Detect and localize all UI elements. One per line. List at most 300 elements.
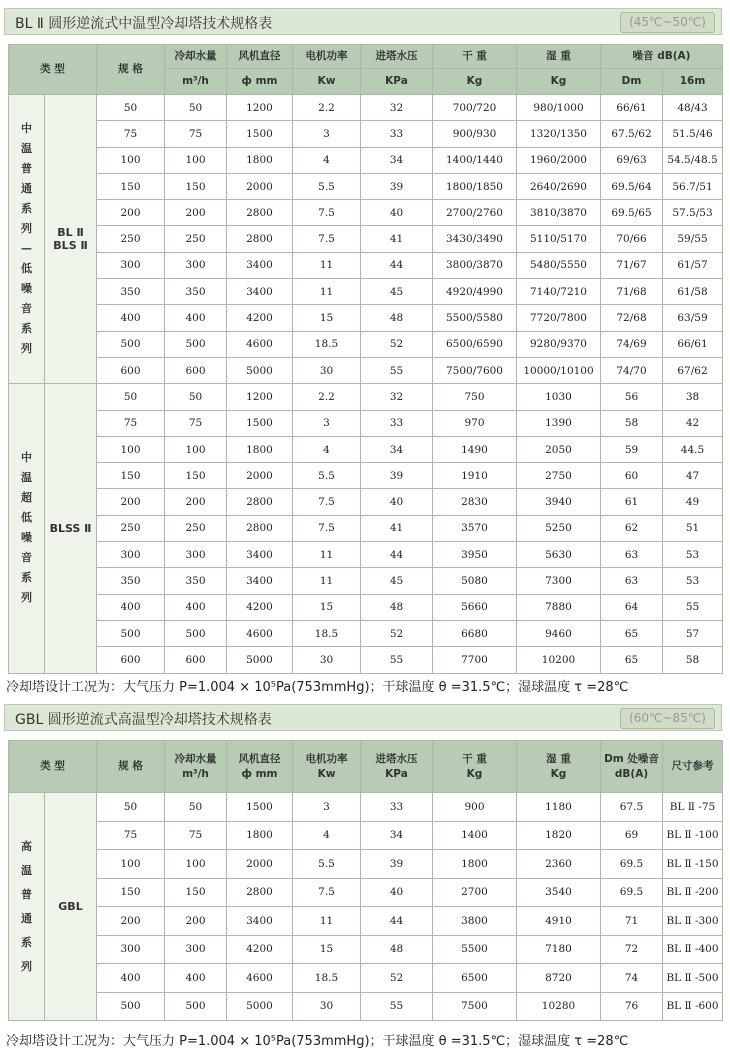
table-cell: 3 xyxy=(293,121,361,147)
table-cell: 44 xyxy=(361,907,433,936)
table-cell: 66/61 xyxy=(601,95,663,121)
table-row xyxy=(9,647,723,673)
t2-header-dry-label: 干 重 xyxy=(462,752,487,765)
table-cell: 9280/9370 xyxy=(517,331,601,357)
table-cell: 58 xyxy=(663,647,723,673)
table-row xyxy=(9,793,723,822)
t2-header-flow-unit: m³/h xyxy=(182,767,209,780)
table-row xyxy=(9,878,723,907)
table-cell: 75 xyxy=(97,121,165,147)
table-cell: 51.5/46 xyxy=(663,121,723,147)
table-cell: 1200 xyxy=(227,384,293,410)
table-cell: 41 xyxy=(361,226,433,252)
table2-design-note: 冷却塔设计工况为：大气压力 P=1.004 × 10⁵Pa(753mmHg)；干球温度 θ =31.5℃；湿球温度 τ =28℃ xyxy=(6,1034,629,1049)
table-cell: 44 xyxy=(361,252,433,278)
t2-header-wet-unit: Kg xyxy=(550,767,567,780)
table-cell: 1180 xyxy=(517,793,601,822)
table-cell: BL Ⅱ -75 xyxy=(663,793,723,822)
table-cell: 3810/3870 xyxy=(517,200,601,226)
table2-title: GBL 圆形逆流式高温型冷却塔技术规格表 xyxy=(15,712,272,728)
table-cell: 1800 xyxy=(433,850,517,879)
table-cell: 7180 xyxy=(517,935,601,964)
table-cell: 1030 xyxy=(517,384,601,410)
table-cell: 72 xyxy=(601,935,663,964)
t2-header-wet-label: 湿 重 xyxy=(546,752,571,765)
table-cell: 34 xyxy=(361,436,433,462)
table-cell: 50 xyxy=(165,384,227,410)
t1-header-fan-unit: ф mm xyxy=(227,69,293,95)
table-cell: 3430/3490 xyxy=(433,226,517,252)
t1-header-fan: 风机直径 xyxy=(227,45,293,69)
table-cell: 5630 xyxy=(517,542,601,568)
table-cell: 400 xyxy=(165,305,227,331)
table-cell: 15 xyxy=(293,594,361,620)
table-cell: 100 xyxy=(165,436,227,462)
table-cell: 4 xyxy=(293,821,361,850)
table-row xyxy=(9,850,723,879)
table-cell: 30 xyxy=(293,357,361,383)
t1-header-wet: 湿 重 xyxy=(517,45,601,69)
table-cell: 3800/3870 xyxy=(433,252,517,278)
table-cell: 62 xyxy=(601,515,663,541)
table-cell: BL Ⅱ -200 xyxy=(663,878,723,907)
table-cell: 69/63 xyxy=(601,147,663,173)
table-cell: 2.2 xyxy=(293,95,361,121)
table-cell: 75 xyxy=(165,821,227,850)
table-cell: 250 xyxy=(97,515,165,541)
table-row xyxy=(9,357,723,383)
table-cell: 300 xyxy=(165,935,227,964)
table-row xyxy=(9,542,723,568)
table-cell: 56.7/51 xyxy=(663,173,723,199)
table-cell: 4600 xyxy=(227,964,293,993)
table-cell: 3400 xyxy=(227,568,293,594)
table-cell: 1400 xyxy=(433,821,517,850)
table-cell: 33 xyxy=(361,793,433,822)
table-row xyxy=(9,463,723,489)
table-cell: 72/68 xyxy=(601,305,663,331)
table-cell: 7720/7800 xyxy=(517,305,601,331)
table-cell: 7.5 xyxy=(293,200,361,226)
table-cell: 69.5/64 xyxy=(601,173,663,199)
table-cell: BL Ⅱ -150 xyxy=(663,850,723,879)
table-row xyxy=(9,305,723,331)
table-row xyxy=(9,121,723,147)
table-cell: 500 xyxy=(97,992,165,1021)
table-cell: 64 xyxy=(601,594,663,620)
table-cell: 500 xyxy=(165,620,227,646)
table-cell: 600 xyxy=(165,357,227,383)
table-cell: 200 xyxy=(97,907,165,936)
t1-header-pressure-unit: KPa xyxy=(361,69,433,95)
table-cell: 69.5 xyxy=(601,850,663,879)
table-cell: 3400 xyxy=(227,252,293,278)
table-cell: 18.5 xyxy=(293,620,361,646)
table-row xyxy=(9,436,723,462)
table-cell: 50 xyxy=(97,384,165,410)
table-cell: 2000 xyxy=(227,850,293,879)
table-row xyxy=(9,594,723,620)
table-cell: 63 xyxy=(601,568,663,594)
t2-header-flow-label: 冷却水量 xyxy=(174,752,217,765)
t2-header-noise xyxy=(601,741,663,793)
table-cell: 18.5 xyxy=(293,331,361,357)
t2-header-noise-label: Dm 处噪音 xyxy=(604,752,659,765)
table-row xyxy=(9,95,723,121)
t1-header-noise-16m: 16m xyxy=(663,69,723,95)
table-cell: 100 xyxy=(165,850,227,879)
table-cell: 59/55 xyxy=(663,226,723,252)
table-cell: 4600 xyxy=(227,331,293,357)
t1-header-spec: 规 格 xyxy=(97,45,165,95)
t2-header-pressure-unit: KPa xyxy=(385,767,408,780)
t1-header-power-unit: Kw xyxy=(293,69,361,95)
table-cell: 7.5 xyxy=(293,515,361,541)
table-cell: 71/67 xyxy=(601,252,663,278)
t2-header-dry xyxy=(433,741,517,793)
table-cell: 63 xyxy=(601,542,663,568)
table-cell: 54.5/48.5 xyxy=(663,147,723,173)
table-cell: 500 xyxy=(97,620,165,646)
table-cell: 4 xyxy=(293,436,361,462)
table-cell: 300 xyxy=(97,542,165,568)
table-cell: 11 xyxy=(293,252,361,278)
table-row xyxy=(9,279,723,305)
table-cell: 5660 xyxy=(433,594,517,620)
table-cell: 47 xyxy=(663,463,723,489)
table-cell: 350 xyxy=(97,279,165,305)
table-cell: 2750 xyxy=(517,463,601,489)
table-cell: 55 xyxy=(361,647,433,673)
table-cell: 150 xyxy=(165,173,227,199)
table-cell: 7500/7600 xyxy=(433,357,517,383)
table-cell: 6500/6590 xyxy=(433,331,517,357)
table-cell: 11 xyxy=(293,279,361,305)
t1-header-noise-dm: Dm xyxy=(601,69,663,95)
group-model-label: GBL xyxy=(45,793,97,1021)
table-cell: 48 xyxy=(361,305,433,331)
table-cell: 2800 xyxy=(227,489,293,515)
t1-header-dry: 干 重 xyxy=(433,45,517,69)
table-cell: 4 xyxy=(293,147,361,173)
table-cell: 500 xyxy=(165,331,227,357)
table-cell: 66/61 xyxy=(663,331,723,357)
table-cell: 900/930 xyxy=(433,121,517,147)
table-cell: 500 xyxy=(97,331,165,357)
table-cell: 44.5 xyxy=(663,436,723,462)
table-cell: 60 xyxy=(601,463,663,489)
table-cell: 3570 xyxy=(433,515,517,541)
table-cell: 5000 xyxy=(227,992,293,1021)
table-row xyxy=(9,200,723,226)
table-cell: 50 xyxy=(165,95,227,121)
table-cell: 7.5 xyxy=(293,878,361,907)
table-cell: 34 xyxy=(361,821,433,850)
table-cell: 1910 xyxy=(433,463,517,489)
table1-design-note: 冷却塔设计工况为：大气压力 P=1.004 × 10⁵Pa(753mmHg)；干球温度 θ =31.5℃；湿球温度 τ =28℃ xyxy=(6,680,629,695)
t1-header-dry-unit: Kg xyxy=(433,69,517,95)
table-row xyxy=(9,410,723,436)
table-cell: 400 xyxy=(97,964,165,993)
table-cell: 45 xyxy=(361,279,433,305)
table-cell: 600 xyxy=(165,647,227,673)
table-cell: 3540 xyxy=(517,878,601,907)
table-cell: 5480/5550 xyxy=(517,252,601,278)
table-cell: 74/69 xyxy=(601,331,663,357)
table-cell: 75 xyxy=(97,821,165,850)
table-cell: 750 xyxy=(433,384,517,410)
table-cell: 150 xyxy=(97,463,165,489)
table-cell: BL Ⅱ -600 xyxy=(663,992,723,1021)
table-cell: 15 xyxy=(293,305,361,331)
table-cell: 1500 xyxy=(227,410,293,436)
table-cell: 2360 xyxy=(517,850,601,879)
table-cell: 55 xyxy=(663,594,723,620)
table-cell: 2800 xyxy=(227,226,293,252)
table-cell: 300 xyxy=(165,542,227,568)
table-cell: 53 xyxy=(663,568,723,594)
table-row xyxy=(9,992,723,1021)
table-cell: 300 xyxy=(97,252,165,278)
table-cell: 200 xyxy=(97,200,165,226)
table-cell: 67.5/62 xyxy=(601,121,663,147)
table-cell: 3 xyxy=(293,793,361,822)
table-cell: 5110/5170 xyxy=(517,226,601,252)
table-cell: 4600 xyxy=(227,620,293,646)
table2 xyxy=(8,740,723,1021)
table-cell: 38 xyxy=(663,384,723,410)
table-row xyxy=(9,384,723,410)
table-cell: 350 xyxy=(165,568,227,594)
table-cell: 3400 xyxy=(227,279,293,305)
table-cell: 33 xyxy=(361,410,433,436)
table-cell: 39 xyxy=(361,173,433,199)
table-cell: 67.5 xyxy=(601,793,663,822)
table-cell: 45 xyxy=(361,568,433,594)
table-cell: 5000 xyxy=(227,357,293,383)
table-cell: 5500/5580 xyxy=(433,305,517,331)
table-cell: 1800 xyxy=(227,821,293,850)
group-model-label: BL Ⅱ BLS Ⅱ xyxy=(45,95,97,384)
table-cell: 75 xyxy=(165,410,227,436)
table-cell: 69 xyxy=(601,821,663,850)
t2-header-pressure xyxy=(361,741,433,793)
table-cell: 300 xyxy=(165,252,227,278)
t2-header-fan-unit: ф mm xyxy=(241,767,278,780)
table-cell: 5500 xyxy=(433,935,517,964)
table-cell: 150 xyxy=(165,463,227,489)
table-cell: 40 xyxy=(361,878,433,907)
table-cell: 65 xyxy=(601,620,663,646)
group-type-label: 高温普通系列 xyxy=(9,793,45,1021)
t2-header-ref: 尺寸参考 xyxy=(663,741,723,793)
table-cell: 9460 xyxy=(517,620,601,646)
table-cell: 4200 xyxy=(227,935,293,964)
table-cell: 30 xyxy=(293,992,361,1021)
t1-header-power: 电机功率 xyxy=(293,45,361,69)
table-cell: 600 xyxy=(97,357,165,383)
table-cell: 2700 xyxy=(433,878,517,907)
table-cell: 3950 xyxy=(433,542,517,568)
table-cell: 65 xyxy=(601,647,663,673)
table-row xyxy=(9,331,723,357)
table-cell: 6680 xyxy=(433,620,517,646)
table-cell: 1490 xyxy=(433,436,517,462)
table2-title-bar xyxy=(4,704,722,731)
table-cell: 1800/1850 xyxy=(433,173,517,199)
table-cell: 39 xyxy=(361,463,433,489)
table-cell: BL Ⅱ -500 xyxy=(663,964,723,993)
table-cell: 400 xyxy=(97,305,165,331)
table-cell: 52 xyxy=(361,964,433,993)
table-cell: 7880 xyxy=(517,594,601,620)
table-cell: 5250 xyxy=(517,515,601,541)
table-cell: 48 xyxy=(361,935,433,964)
group-type-label: 中温普通系列—低噪音系列 xyxy=(9,95,45,384)
table-cell: 5.5 xyxy=(293,850,361,879)
table-cell: 41 xyxy=(361,515,433,541)
table-cell: 150 xyxy=(165,878,227,907)
t2-header-power-label: 电机功率 xyxy=(305,752,348,765)
table-cell: 7.5 xyxy=(293,489,361,515)
table-cell: 7700 xyxy=(433,647,517,673)
table-cell: 63/59 xyxy=(663,305,723,331)
t1-header-wet-unit: Kg xyxy=(517,69,601,95)
table-cell: 5.5 xyxy=(293,173,361,199)
t2-header-fan xyxy=(227,741,293,793)
table-cell: 48 xyxy=(361,594,433,620)
table-cell: 2830 xyxy=(433,489,517,515)
table-cell: 2640/2690 xyxy=(517,173,601,199)
table-cell: 40 xyxy=(361,489,433,515)
table-cell: 56 xyxy=(601,384,663,410)
table-row xyxy=(9,489,723,515)
table-cell: 3800 xyxy=(433,907,517,936)
table-cell: 900 xyxy=(433,793,517,822)
table-row xyxy=(9,907,723,936)
table-cell: 4910 xyxy=(517,907,601,936)
table-cell: BL Ⅱ -100 xyxy=(663,821,723,850)
table-row xyxy=(9,226,723,252)
table-cell: 48/43 xyxy=(663,95,723,121)
table-cell: 50 xyxy=(165,793,227,822)
table-cell: 30 xyxy=(293,647,361,673)
table-cell: 3400 xyxy=(227,542,293,568)
table-cell: 350 xyxy=(97,568,165,594)
table-cell: 400 xyxy=(165,964,227,993)
table-cell: 500 xyxy=(165,992,227,1021)
table-row xyxy=(9,252,723,278)
table-cell: 18.5 xyxy=(293,964,361,993)
t1-header-noise: 噪音 dB(A) xyxy=(601,45,723,69)
table-cell: 3 xyxy=(293,410,361,436)
table-cell: 76 xyxy=(601,992,663,1021)
table-cell: 57.5/53 xyxy=(663,200,723,226)
table-cell: 300 xyxy=(97,935,165,964)
table-cell: 61/57 xyxy=(663,252,723,278)
table-cell: 67/62 xyxy=(663,357,723,383)
table-cell: BL Ⅱ -300 xyxy=(663,907,723,936)
table-cell: 700/720 xyxy=(433,95,517,121)
table-cell: 200 xyxy=(165,907,227,936)
table-cell: 10200 xyxy=(517,647,601,673)
t2-header-power xyxy=(293,741,361,793)
table-cell: 3400 xyxy=(227,907,293,936)
table-cell: 69.5 xyxy=(601,878,663,907)
table-cell: 1200 xyxy=(227,95,293,121)
table-cell: 75 xyxy=(97,410,165,436)
table-cell: 40 xyxy=(361,200,433,226)
table-cell: 61 xyxy=(601,489,663,515)
table-cell: 1400/1440 xyxy=(433,147,517,173)
table-cell: 7140/7210 xyxy=(517,279,601,305)
table-cell: 1820 xyxy=(517,821,601,850)
table-cell: 2700/2760 xyxy=(433,200,517,226)
table-cell: 34 xyxy=(361,147,433,173)
group-type-label: 中温超低噪音系列 xyxy=(9,384,45,673)
table-cell: 5080 xyxy=(433,568,517,594)
table-cell: 8720 xyxy=(517,964,601,993)
table-cell: 7.5 xyxy=(293,226,361,252)
t1-header-type: 类 型 xyxy=(9,45,97,95)
table-cell: 2800 xyxy=(227,878,293,907)
table-cell: 52 xyxy=(361,620,433,646)
table-cell: 11 xyxy=(293,542,361,568)
table-row xyxy=(9,147,723,173)
table-row xyxy=(9,515,723,541)
table-cell: 71/68 xyxy=(601,279,663,305)
table-cell: 55 xyxy=(361,992,433,1021)
table-cell: 51 xyxy=(663,515,723,541)
table-row xyxy=(9,935,723,964)
t1-header-pressure: 进塔水压 xyxy=(361,45,433,69)
table-cell: 1390 xyxy=(517,410,601,436)
table-cell: 44 xyxy=(361,542,433,568)
table-cell: 7500 xyxy=(433,992,517,1021)
table-cell: 55 xyxy=(361,357,433,383)
table-cell: 39 xyxy=(361,850,433,879)
t2-header-spec: 规 格 xyxy=(97,741,165,793)
table-cell: 32 xyxy=(361,95,433,121)
t1-header-flow: 冷却水量 xyxy=(165,45,227,69)
table-cell: 49 xyxy=(663,489,723,515)
table-cell: 10280 xyxy=(517,992,601,1021)
table-cell: 4920/4990 xyxy=(433,279,517,305)
t2-header-noise-unit: dB(A) xyxy=(614,767,649,780)
table-cell: 10000/10100 xyxy=(517,357,601,383)
table-cell: 1800 xyxy=(227,436,293,462)
table-cell: 4200 xyxy=(227,305,293,331)
table-cell: 200 xyxy=(165,489,227,515)
t2-header-pressure-label: 进塔水压 xyxy=(375,752,418,765)
table-cell: 4200 xyxy=(227,594,293,620)
table-cell: 59 xyxy=(601,436,663,462)
table-cell: 150 xyxy=(97,878,165,907)
table1 xyxy=(8,44,723,674)
table-cell: 2800 xyxy=(227,515,293,541)
table-row xyxy=(9,620,723,646)
table-row xyxy=(9,173,723,199)
table-cell: 11 xyxy=(293,907,361,936)
table-cell: 7300 xyxy=(517,568,601,594)
table-cell: 150 xyxy=(97,173,165,199)
table-cell: 57 xyxy=(663,620,723,646)
table-cell: 100 xyxy=(97,436,165,462)
table-cell: 1320/1350 xyxy=(517,121,601,147)
table-cell: 2000 xyxy=(227,173,293,199)
table-cell: 6500 xyxy=(433,964,517,993)
table-cell: 250 xyxy=(97,226,165,252)
